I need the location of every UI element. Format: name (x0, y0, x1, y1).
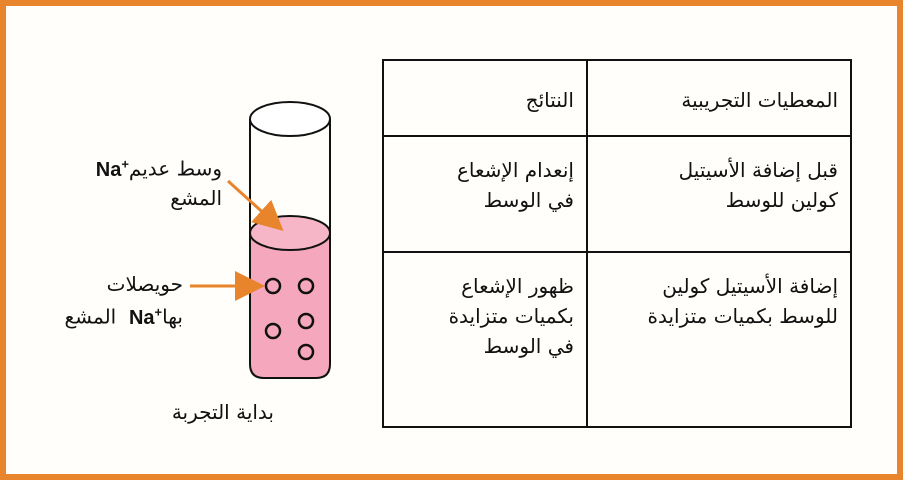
liquid-surface (250, 216, 330, 250)
table-row (383, 136, 851, 252)
results-table (382, 59, 852, 428)
row2-data-cell (587, 252, 851, 427)
medium-ion-charge: + (121, 156, 129, 171)
medium-ion: Na (95, 158, 122, 181)
liquid-body (250, 233, 330, 378)
vesicles-label (40, 270, 183, 332)
cell-line: بكميات متزايدة (448, 304, 574, 328)
cell-line: إنعدام الإشعاع (456, 158, 574, 182)
table-header-row (383, 60, 851, 136)
cell-line: قبل إضافة الأسيتيل (678, 158, 838, 182)
vesicles-label-prefix: بها (162, 304, 183, 329)
table-row (383, 252, 851, 427)
cell-line: ظهور الإشعاع (461, 274, 574, 298)
header-experimental-data: المعطيات التجريبية (587, 60, 851, 136)
cell-line: كولين للوسط (725, 188, 838, 212)
tube-rim (250, 102, 330, 136)
vesicles-label-line1: حويصلات (106, 272, 183, 296)
experiment-caption (130, 398, 274, 426)
vesicles-label-suffix: المشع (64, 304, 117, 329)
arrow-to-medium (228, 181, 279, 227)
medium-label (60, 150, 222, 212)
row1-result-cell (383, 136, 587, 252)
vesicles-ion-charge: + (154, 304, 163, 319)
cell-line: في الوسط (483, 188, 574, 212)
experiment-caption-text: بداية التجربة (171, 400, 274, 424)
header-results: النتائج (383, 60, 587, 136)
medium-label-line2: المشع (170, 185, 222, 210)
row2-result-cell (383, 252, 587, 427)
cell-line: في الوسط (483, 334, 574, 358)
vesicles-ion: Na (128, 306, 155, 329)
medium-label-line1: وسط عديم (128, 156, 222, 181)
cell-line: إضافة الأسيتيل كولين (662, 274, 838, 298)
cell-line: للوسط بكميات متزايدة (647, 304, 838, 328)
row1-data-cell (587, 136, 851, 252)
